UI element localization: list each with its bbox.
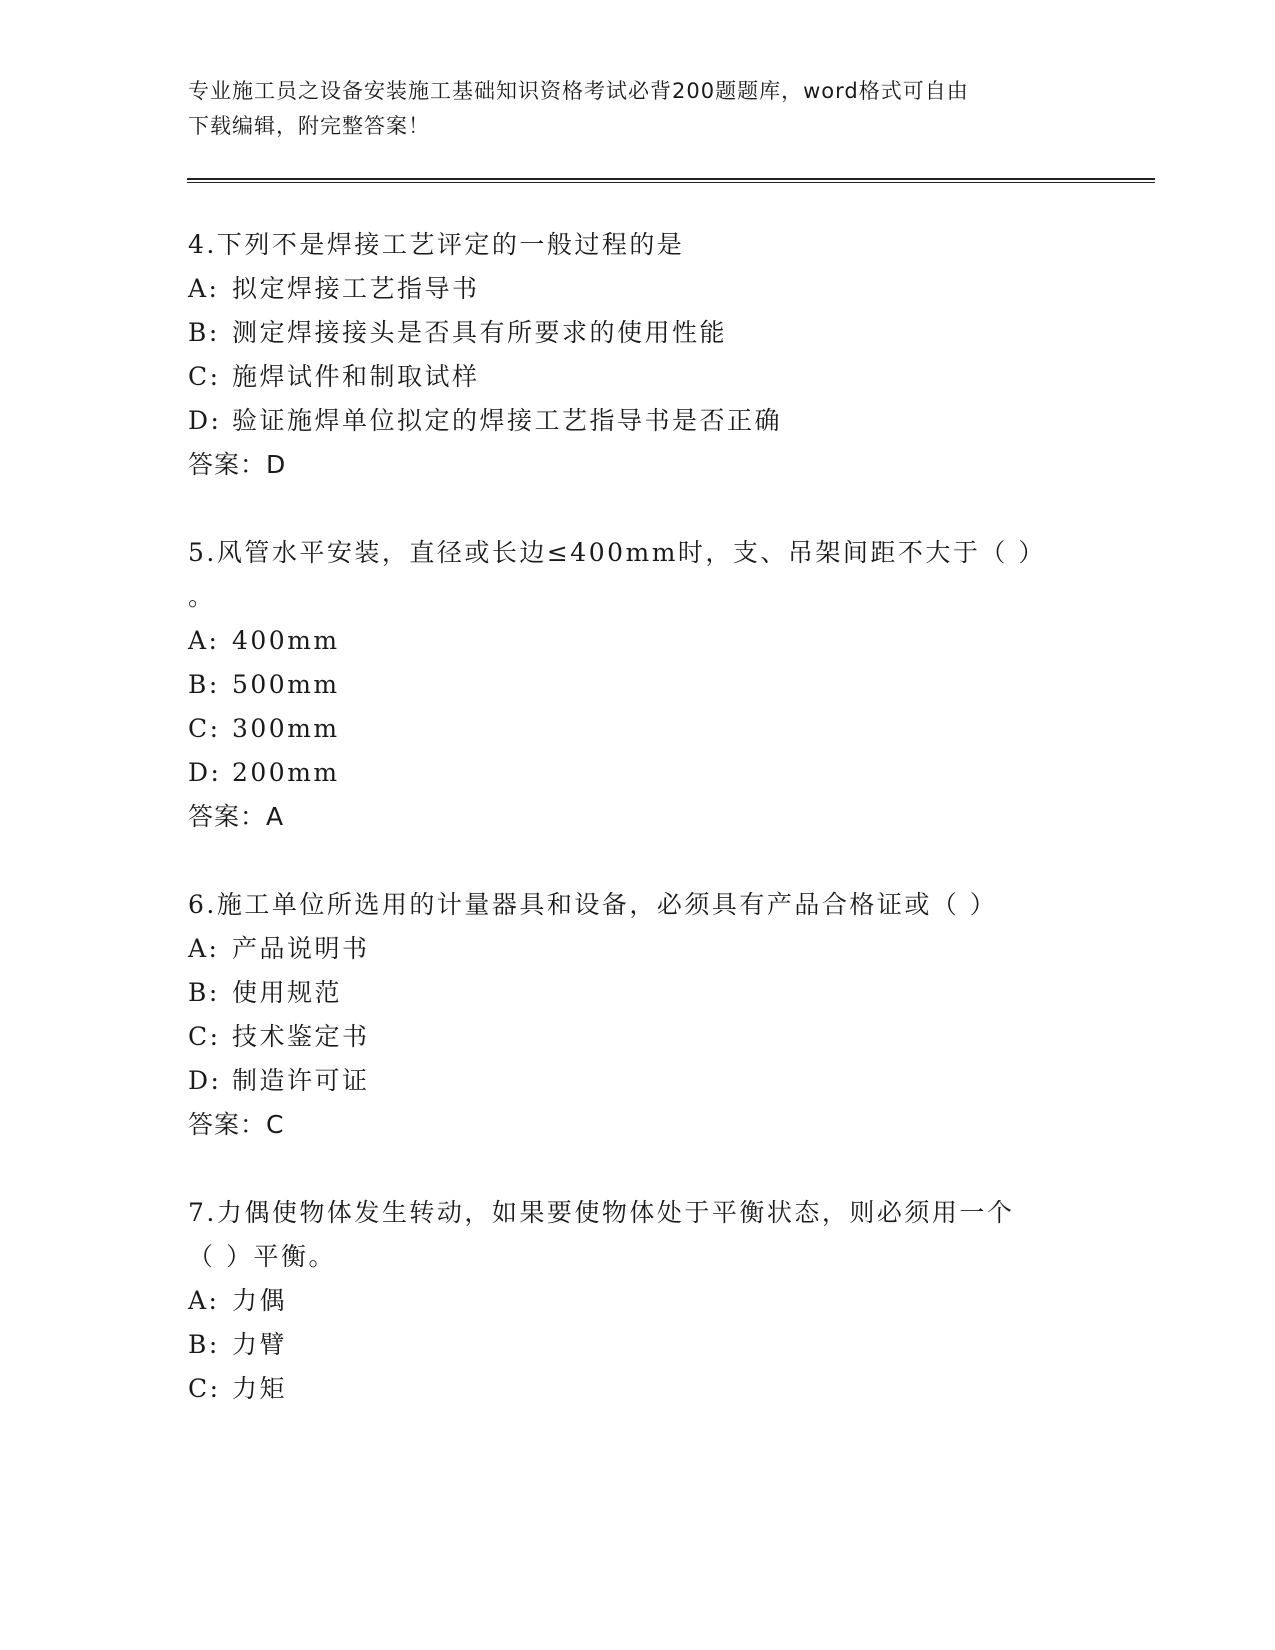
question-4-option-b bbox=[188, 316, 727, 350]
question-7-option-a bbox=[188, 1284, 287, 1318]
option-letter: B: bbox=[188, 670, 220, 699]
option-letter: A: bbox=[188, 626, 220, 655]
option-letter: D: bbox=[188, 1066, 222, 1095]
option-text: 验证施焊单位拟定的焊接工艺指导书是否正确 bbox=[232, 406, 783, 435]
question-6-stem: 6.施工单位所选用的计量器具和设备，必须具有产品合格证或（ ） bbox=[188, 890, 998, 919]
option-text: 制造许可证 bbox=[232, 1066, 370, 1095]
question-4-stem: 4.下列不是焊接工艺评定的一般过程的是 bbox=[188, 230, 685, 259]
option-letter: B: bbox=[188, 318, 220, 347]
option-letter: B: bbox=[188, 978, 220, 1007]
option-letter: D: bbox=[188, 758, 222, 787]
question-7-option-c bbox=[188, 1372, 287, 1406]
header-line-1: 专业施工员之设备安装施工基础知识资格考试必背200题题库，word格式可自由 bbox=[188, 79, 969, 103]
option-text: 300mm bbox=[232, 714, 340, 743]
header-divider bbox=[187, 178, 1155, 180]
option-letter: C: bbox=[188, 362, 221, 391]
header-line-2: 下载编辑，附完整答案！ bbox=[188, 114, 430, 138]
option-letter: A: bbox=[188, 934, 220, 963]
option-text: 力臂 bbox=[232, 1330, 288, 1359]
option-text: 施焊试件和制取试样 bbox=[232, 362, 480, 391]
question-6-option-a bbox=[188, 932, 370, 966]
question-5-option-b bbox=[188, 668, 340, 702]
option-text: 使用规范 bbox=[232, 978, 343, 1007]
option-text: 力偶 bbox=[232, 1286, 288, 1315]
question-7-option-b bbox=[188, 1328, 287, 1362]
option-letter: D: bbox=[188, 406, 222, 435]
question-6-option-c bbox=[188, 1020, 370, 1054]
option-text: 力矩 bbox=[232, 1374, 288, 1403]
option-letter: C: bbox=[188, 1022, 221, 1051]
question-4-option-a bbox=[188, 272, 480, 306]
question-4-option-d bbox=[188, 404, 782, 438]
option-text: 500mm bbox=[232, 670, 340, 699]
question-4-answer: 答案：D bbox=[188, 450, 287, 479]
question-5-stem: 5.风管水平安装，直径或长边≤400mm时，支、吊架间距不大于（ ） bbox=[188, 538, 1046, 567]
question-5-answer: 答案：A bbox=[188, 802, 285, 831]
question-5-option-a bbox=[188, 624, 340, 658]
question-6-option-d bbox=[188, 1064, 370, 1098]
option-letter: B: bbox=[188, 1330, 220, 1359]
header-divider-thin bbox=[187, 182, 1155, 183]
question-5-option-c bbox=[188, 712, 340, 746]
document-header bbox=[188, 74, 1088, 144]
question-5-option-d bbox=[188, 756, 340, 790]
option-letter: C: bbox=[188, 714, 221, 743]
option-text: 200mm bbox=[232, 758, 340, 787]
option-text: 400mm bbox=[232, 626, 340, 655]
question-7-stem: 7.力偶使物体发生转动，如果要使物体处于平衡状态，则必须用一个 bbox=[188, 1198, 1015, 1227]
question-5-stem-cont: 。 bbox=[188, 582, 216, 611]
option-letter: A: bbox=[188, 1286, 220, 1315]
option-text: 产品说明书 bbox=[232, 934, 370, 963]
option-text: 测定焊接接头是否具有所要求的使用性能 bbox=[232, 318, 728, 347]
option-text: 拟定焊接工艺指导书 bbox=[232, 274, 480, 303]
question-6-option-b bbox=[188, 976, 342, 1010]
question-7-stem-cont: （ ）平衡。 bbox=[188, 1242, 336, 1271]
option-text: 技术鉴定书 bbox=[232, 1022, 370, 1051]
question-6-answer: 答案：C bbox=[188, 1110, 285, 1139]
question-4-option-c bbox=[188, 360, 480, 394]
option-letter: C: bbox=[188, 1374, 221, 1403]
option-letter: A: bbox=[188, 274, 220, 303]
